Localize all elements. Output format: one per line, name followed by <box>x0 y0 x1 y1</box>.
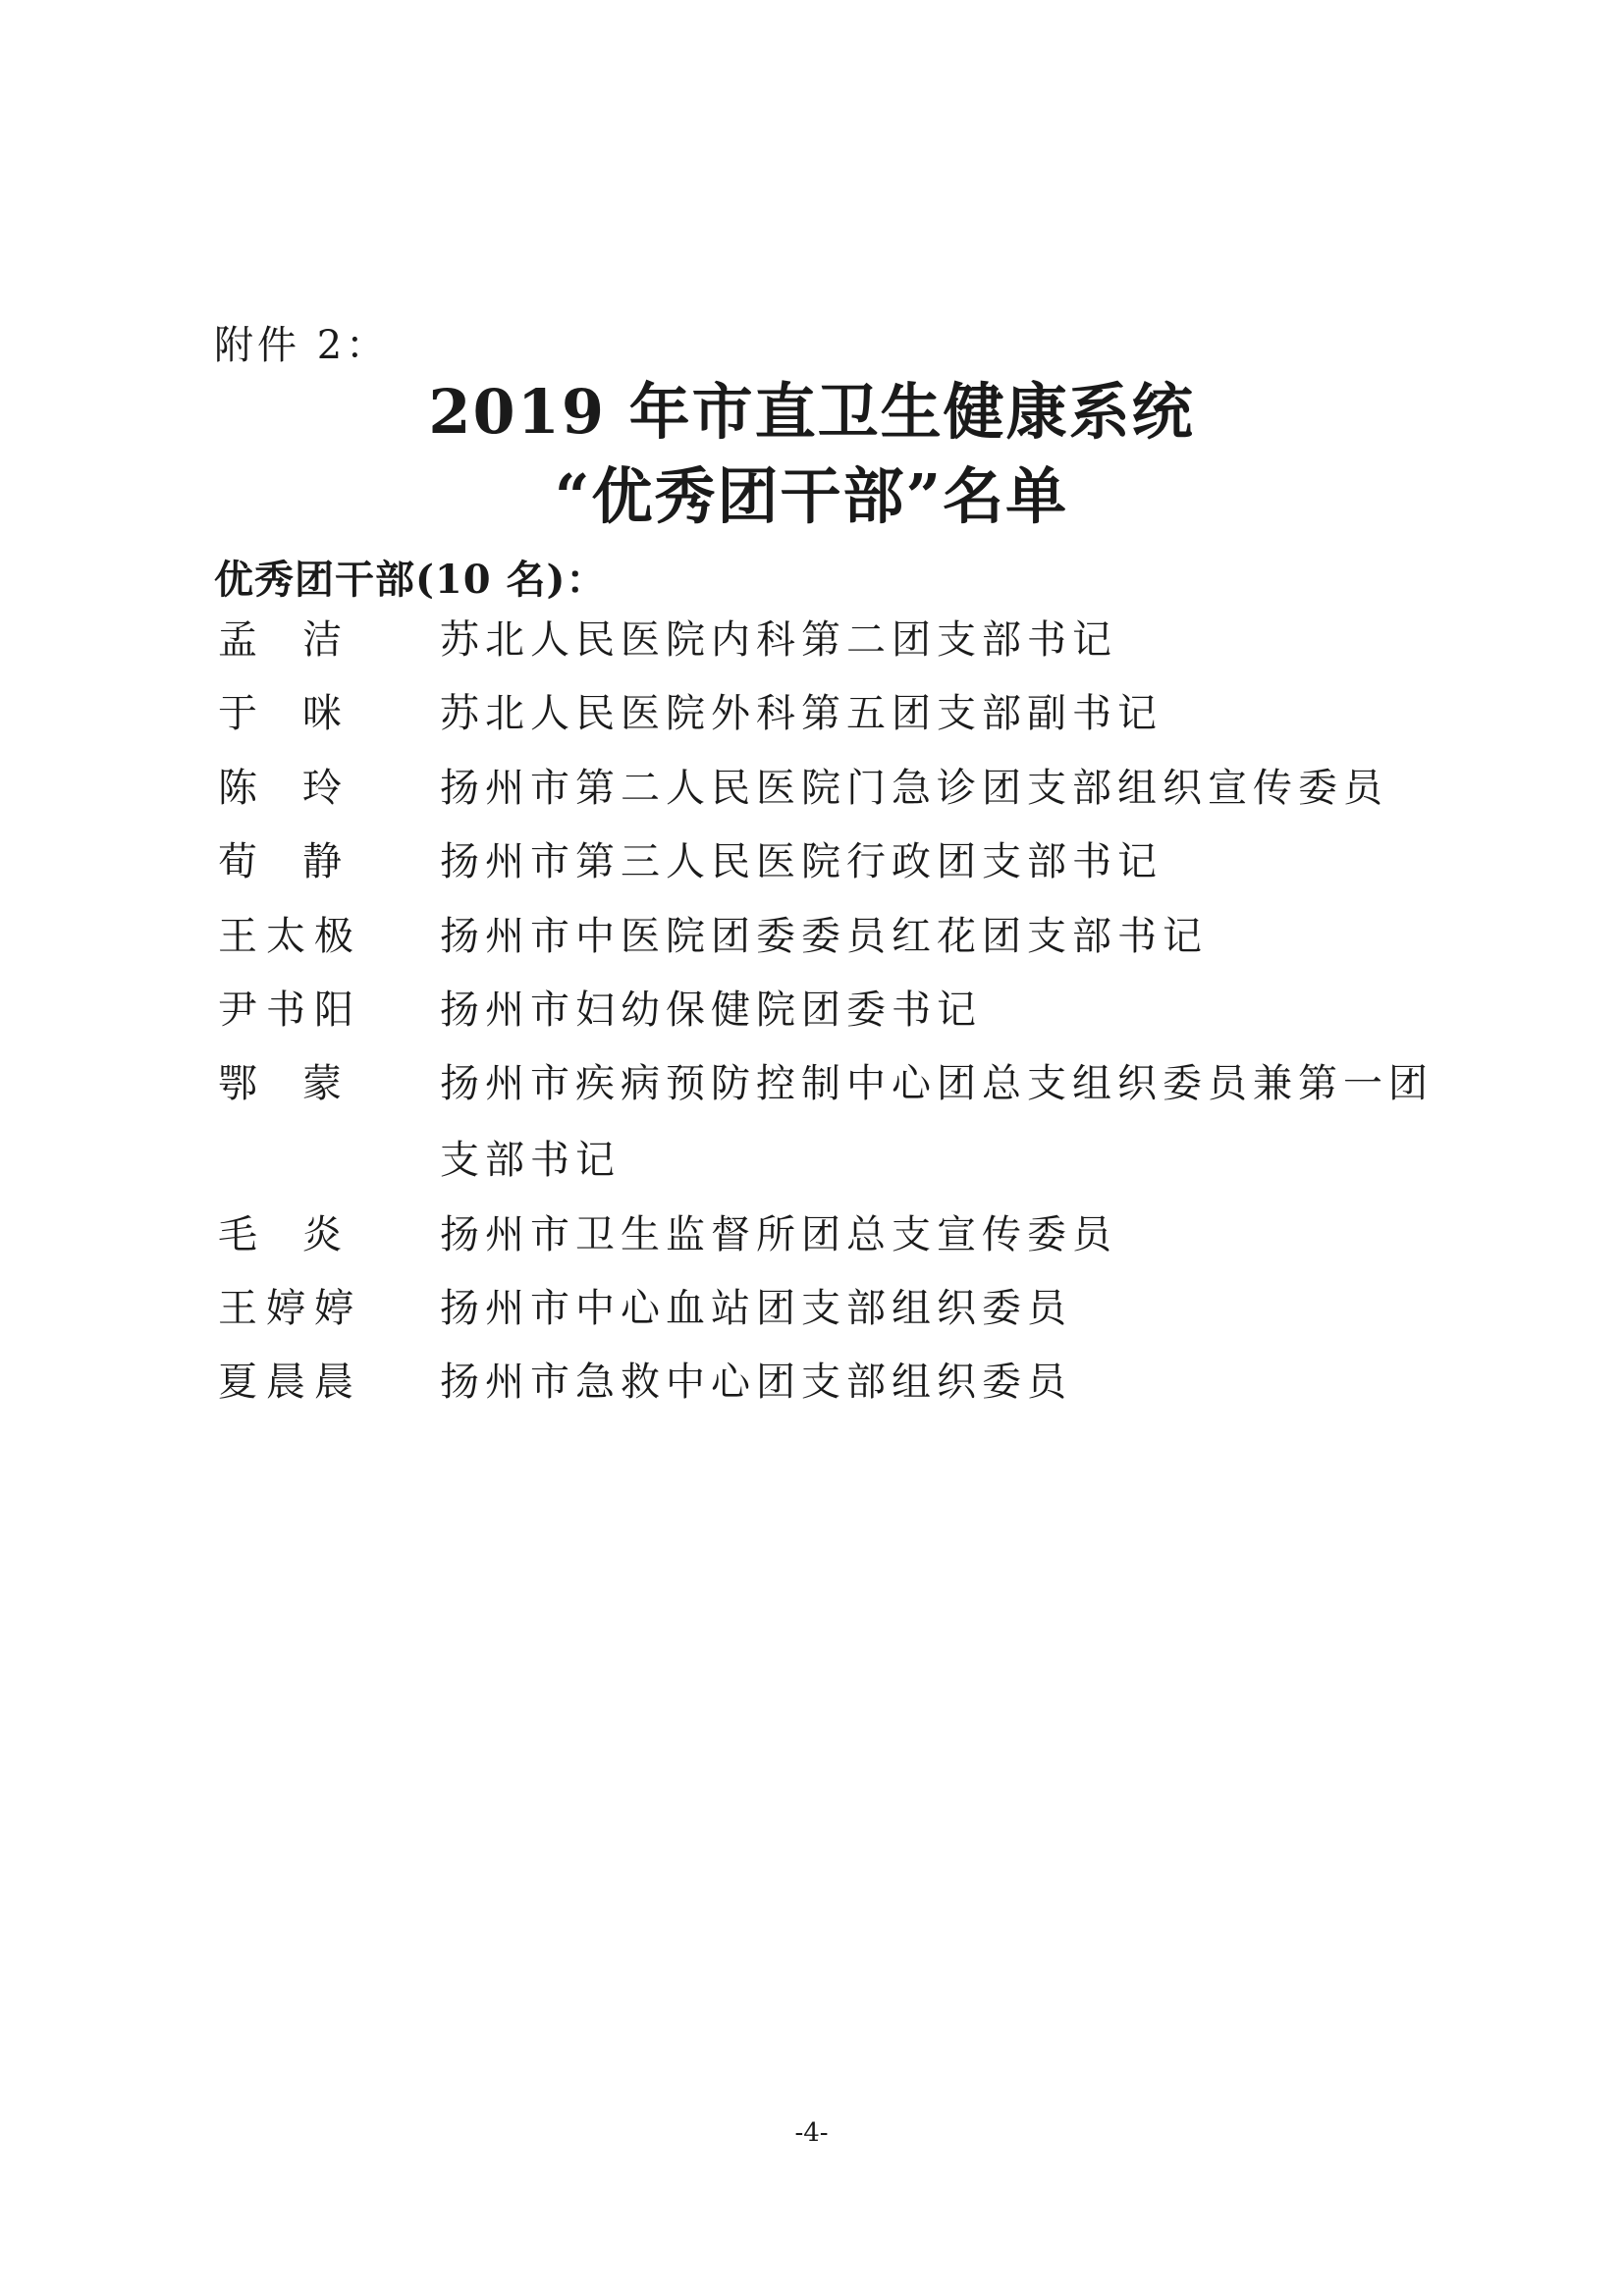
page-number: -4- <box>794 2118 829 2148</box>
section-heading: 优秀团干部(10 名)： <box>214 557 607 603</box>
person-name <box>218 611 342 669</box>
affiliation: 扬州市妇幼保健院团委书记 <box>440 988 982 1033</box>
name-character: 王 <box>218 1286 257 1331</box>
name-character: 太 <box>266 914 305 959</box>
name-character: 极 <box>314 914 353 959</box>
affiliation: 苏北人民医院内科第二团支部书记 <box>440 617 1117 663</box>
name-character: 婷 <box>266 1286 305 1331</box>
name-character: 尹 <box>218 988 257 1033</box>
affiliation: 扬州市中医院团委委员红花团支部书记 <box>440 914 1208 959</box>
name-character: 晨 <box>314 1360 353 1405</box>
attachment-label: 附件 2： <box>214 323 390 368</box>
person-name <box>218 759 342 818</box>
name-character: 孟 <box>218 617 257 663</box>
document-title-line-1: 2019 年市直卫生健康系统 <box>428 376 1195 448</box>
document-title-line-2: “优秀团干部”名单 <box>554 460 1069 532</box>
person-name <box>218 1279 353 1338</box>
name-character: 阳 <box>314 988 353 1033</box>
name-character: 王 <box>218 914 257 959</box>
name-character: 炎 <box>302 1212 342 1257</box>
name-character: 玲 <box>302 766 342 811</box>
name-character: 荀 <box>218 839 257 884</box>
person-name <box>218 684 342 743</box>
person-name <box>218 981 353 1040</box>
name-character: 陈 <box>218 766 257 811</box>
name-character: 晨 <box>266 1360 305 1405</box>
name-character: 静 <box>302 839 342 884</box>
person-name <box>218 832 342 891</box>
person-name <box>218 907 353 966</box>
person-name <box>218 1353 353 1412</box>
affiliation: 扬州市第三人民医院行政团支部书记 <box>440 839 1163 884</box>
affiliation: 扬州市第二人民医院门急诊团支部组织宣传委员 <box>440 766 1388 811</box>
name-character: 鄂 <box>218 1061 257 1106</box>
affiliation: 扬州市卫生监督所团总支宣传委员 <box>440 1212 1117 1257</box>
name-character: 毛 <box>218 1212 257 1257</box>
name-character: 蒙 <box>302 1061 342 1106</box>
name-character: 咪 <box>302 691 342 736</box>
person-name <box>218 1205 342 1264</box>
name-character: 婷 <box>314 1286 353 1331</box>
name-character: 夏 <box>218 1360 257 1405</box>
affiliation: 苏北人民医院外科第五团支部副书记 <box>440 691 1163 736</box>
name-character: 洁 <box>302 617 342 663</box>
name-character: 于 <box>218 691 257 736</box>
affiliation: 扬州市疾病预防控制中心团总支组织委员兼第一团支部书记 <box>440 1061 1434 1183</box>
affiliation: 扬州市中心血站团支部组织委员 <box>440 1286 1072 1331</box>
affiliation: 扬州市急救中心团支部组织委员 <box>440 1360 1072 1405</box>
person-name <box>218 1054 342 1113</box>
name-character: 书 <box>266 988 305 1033</box>
